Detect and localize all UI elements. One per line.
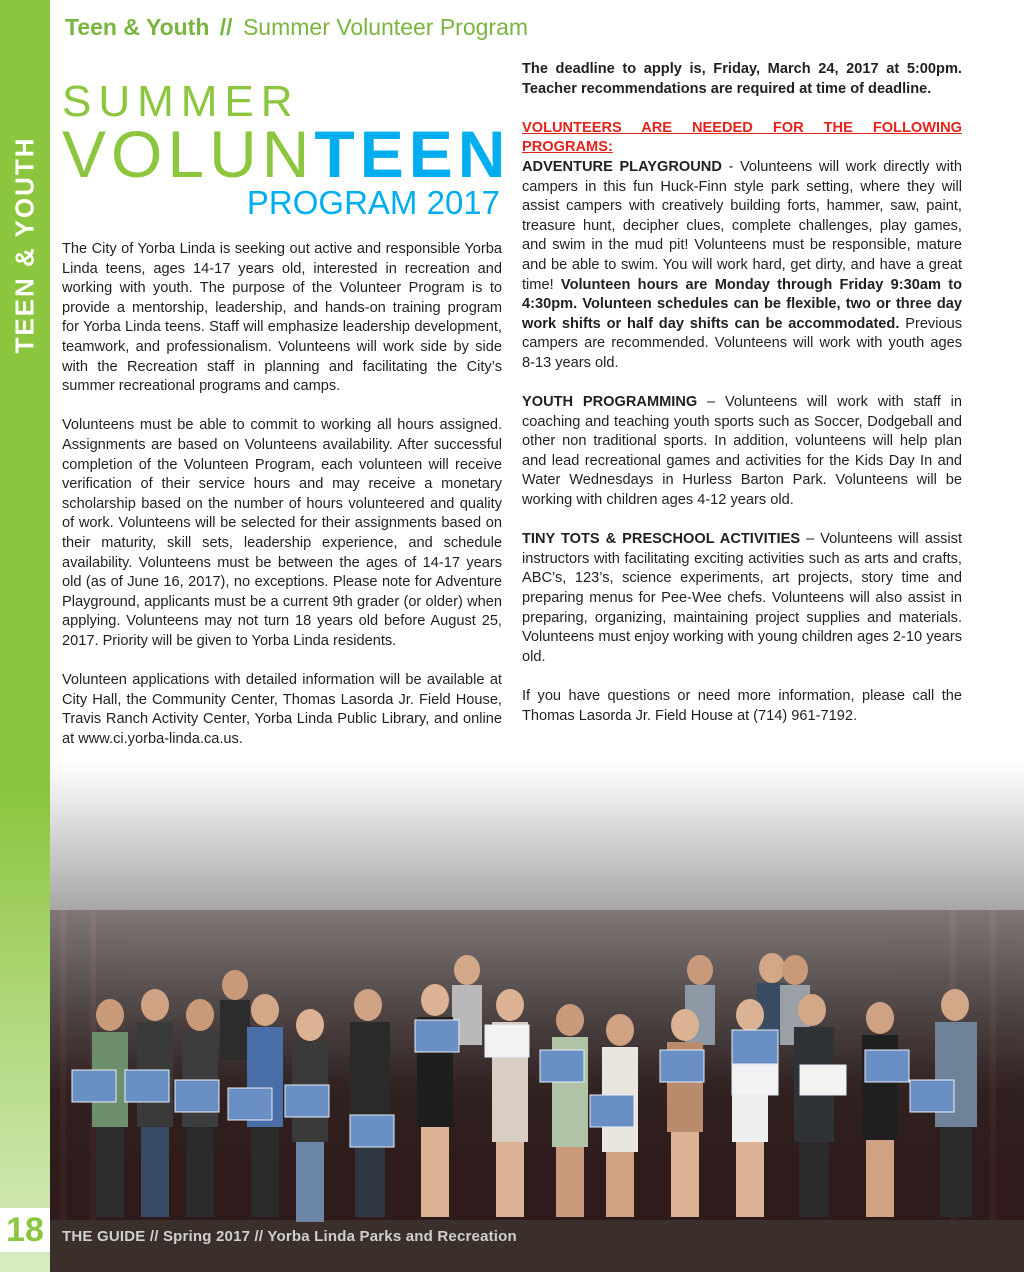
group-photo xyxy=(50,760,1024,1272)
page-number: 18 xyxy=(0,1208,50,1252)
programs-heading-text: VOLUNTEERS ARE NEEDED FOR THE FOLLOWING PROGRAMS: xyxy=(522,119,962,156)
title-volunteen xyxy=(62,118,510,190)
tiny-tots-text: – Volunteens will assist instructors with facilitating exciting activities such as arts and crafts, ABC’s, 123’s, science experiments, art projects, story time and preparing menus for Pee-Wee chefs. Volunteens will also assist in preparing, organizing, maintaining project supplies and materials. Volunteens must enjoy working with young children ages 2-10 years old. xyxy=(522,531,963,665)
contact-paragraph: If you have questions or need more information, please call the Thomas Lasorda Jr. Field House at (714) 961-7192. xyxy=(522,688,962,724)
footer-credit: THE GUIDE // Spring 2017 // Yorba Linda Parks and Recreation xyxy=(62,1228,517,1245)
intro-paragraph: The City of Yorba Linda is seeking out active and responsible Yorba Linda teens, ages 14-17 years old, interested in recreation and working with youth. The purpose of the Volunteer Program is to provide a mentorship, leadership, and hands-on training program for Yorba Linda teens. Staff will emphasize leadership development, teamwork, and professionalism. Volunteens will work side by side with the Recreation staff in planning and facilitating the City’s summer recreational programs and camps. xyxy=(62,241,502,395)
youth-programming-paragraph xyxy=(522,393,962,511)
adventure-title: ADVENTURE PLAYGROUND xyxy=(522,158,722,175)
programs-heading xyxy=(522,119,962,158)
title-program-year: PROGRAM 2017 xyxy=(246,184,500,221)
requirements-paragraph: Volunteens must be able to commit to working all hours assigned. Assignments are based on Volunteens availability. After successful completion of the Volunteen Program, each volunteen will receive verification of their service hours and may receive a monetary scholarship based on the number of hours volunteered and quality of work. Volunteens will be selected for their assignments based on their maturity, skill sets, leadership experience, and schedule availability. Volunteens must be between the ages of 14-17 years old (as of June 16, 2017), no exceptions. Please note for Adventure Playground, applicants must be a current 9th grader (or older) when applying. Volunteens may not turn 18 years old before August 25, 2017. Priority will be given to Yorba Linda residents. xyxy=(62,417,502,649)
tiny-tots-paragraph xyxy=(522,530,962,667)
section-side-label: TEEN & YOUTH xyxy=(9,136,40,354)
adventure-playground-paragraph xyxy=(522,158,962,374)
applications-paragraph: Volunteen applications with detailed information will be available at City Hall, the Community Center, Thomas Lasorda Jr. Field House, Travis Ranch Activity Center, Yorba Linda Public Library, and online at www.ci.yorba-linda.ca.us. xyxy=(62,672,502,747)
left-column xyxy=(62,240,502,769)
header-separator: // xyxy=(219,14,233,40)
tiny-tots-title: TINY TOTS & PRESCHOOL ACTIVITIES xyxy=(522,531,801,548)
youth-title: YOUTH PROGRAMMING xyxy=(522,394,698,411)
youth-text: – Volunteens will work with staff in coaching and teaching youth sports such as Soccer, Dodgeball and other non traditional sports. In addition, volunteens will help plan and lead recreational games and activities for the Kids Day In and Water Wednesdays in Hurless Barton Park. Volunteens will be working with children ages 4-12 years old. xyxy=(522,394,962,509)
deadline-paragraph: The deadline to apply is, Friday, March 24, 2017 at 5:00pm. Teacher recommendations are required at time of deadline. xyxy=(522,61,962,97)
title-teen-part: TEEN xyxy=(314,117,511,191)
adventure-text: - Volunteens will work directly with campers in this fun Huck-Finn style park setting, where they will assist campers with creatively building forts, hammer, saw, paint, treasure hunt, decipher clues, complete challenges, play games, and swim in the mud pit! Volunteens must be responsible, mature and be able to swim. You will work hard, get dirty, and have a great time! xyxy=(522,158,962,293)
side-bar-fade xyxy=(0,792,50,1272)
title-volun-part: VOLUN xyxy=(62,117,315,191)
title-summer: SUMMER xyxy=(62,77,300,126)
section-header xyxy=(65,14,528,41)
group-photo-illustration xyxy=(50,760,1024,1272)
header-subtitle: Summer Volunteer Program xyxy=(242,14,529,40)
right-column xyxy=(522,60,962,746)
adventure-hours: Volunteen hours are Monday through Friday 9:30am to 4:30pm. Volunteen schedules can be flexible, two or three day work shifts or half day shifts can be accommodated. xyxy=(522,276,962,332)
adventure-text-end: Previous campers are recommended. Volunteens will work with youth ages 8-13 years old. xyxy=(522,315,963,371)
header-section: Teen & Youth xyxy=(65,14,210,40)
